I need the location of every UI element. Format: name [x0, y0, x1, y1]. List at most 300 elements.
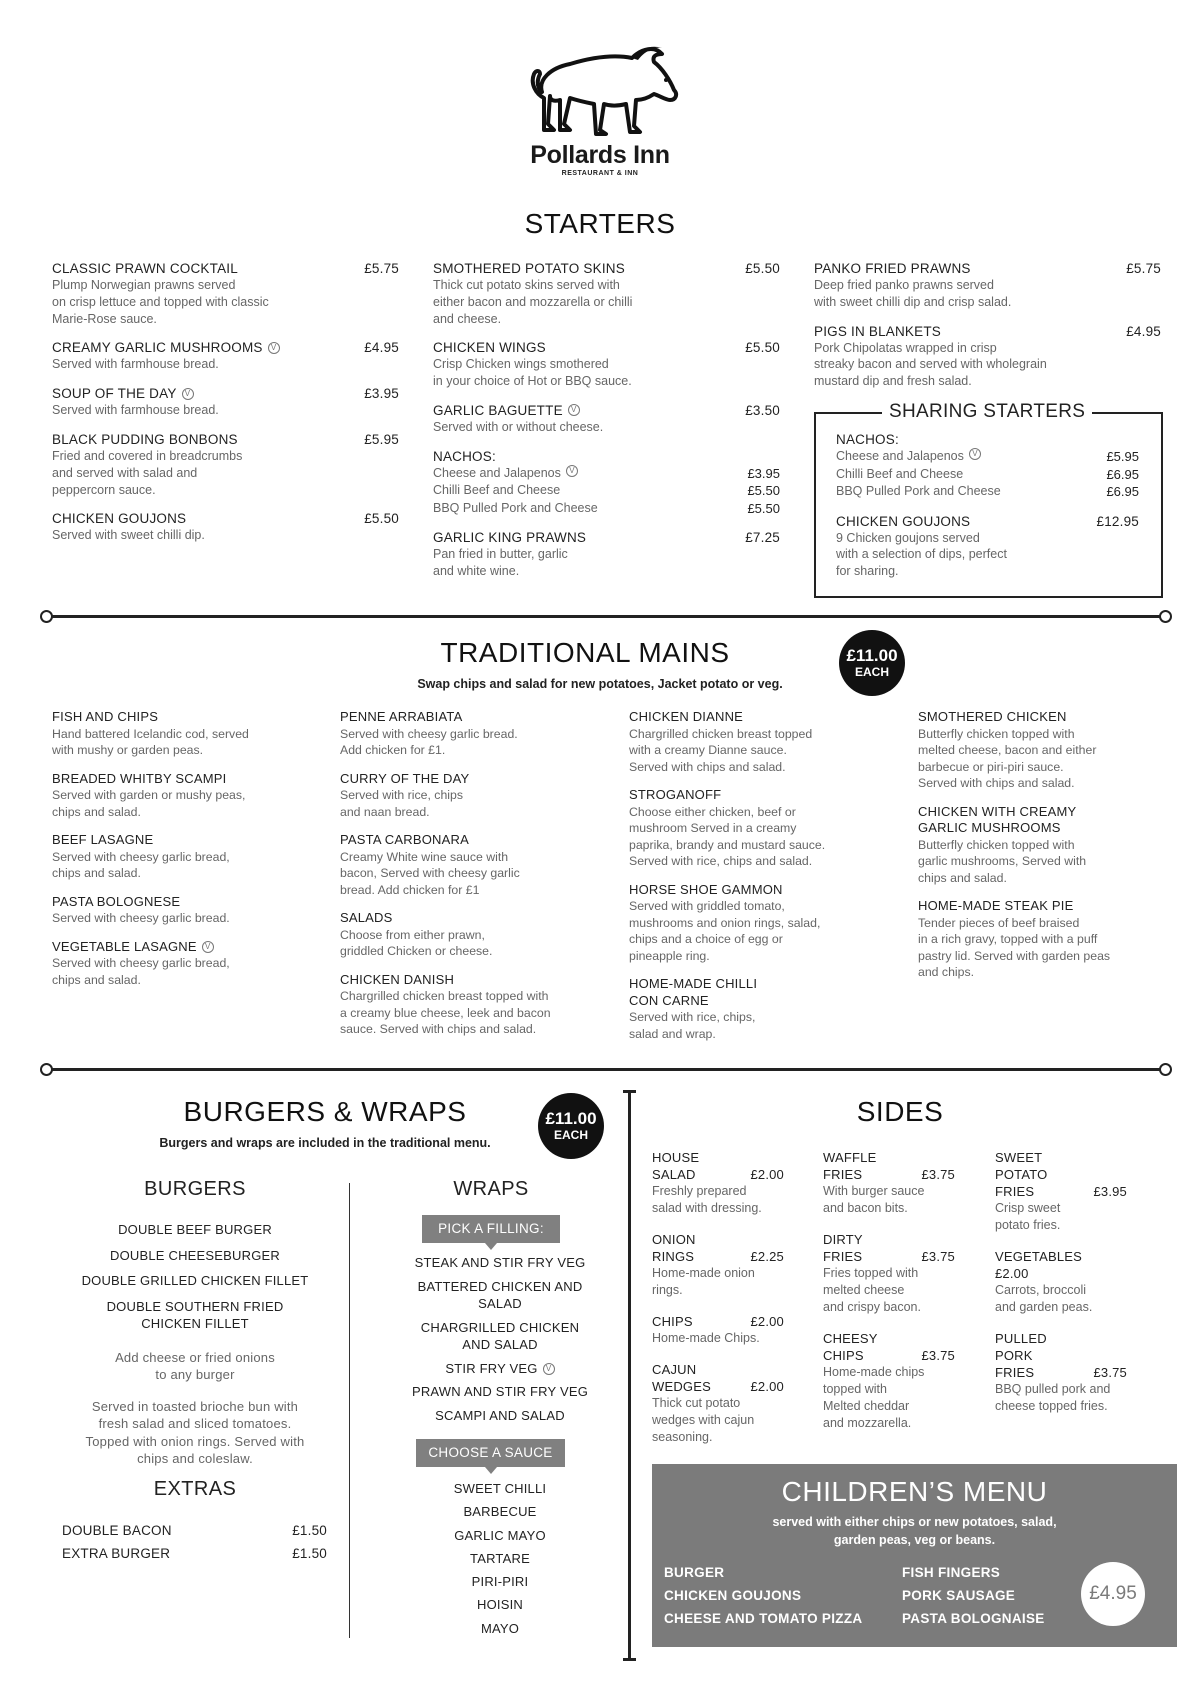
extra-item: [62, 1522, 327, 1539]
item-name: SALADS: [340, 910, 393, 925]
item-description: Crisp Chicken wings smothered: [433, 357, 609, 372]
item-name: FISH AND CHIPS: [52, 709, 159, 724]
vegetarian-icon: [543, 1363, 555, 1375]
item-description: chips and salad.: [52, 972, 141, 987]
item-description: chips and salad.: [52, 866, 141, 880]
item-price: £3.50: [745, 402, 780, 418]
menu-item: [629, 882, 909, 965]
item-description: Served with griddled tomato,: [629, 899, 785, 913]
item-description: garlic mushrooms, Served with: [918, 854, 1087, 868]
extra-item: [62, 1545, 327, 1562]
menu-item: [340, 832, 620, 898]
vegetarian-icon: [969, 448, 981, 460]
starters-column: [52, 260, 399, 556]
side-description: With burger sauce: [823, 1184, 925, 1198]
item-description: Plump Norwegian prawns served: [52, 278, 236, 292]
side-name: HOUSE: [652, 1150, 700, 1165]
item-description: and served with salad and: [52, 465, 198, 480]
filling-item: [380, 1278, 620, 1313]
item-description: with a creamy Dianne sauce.: [629, 743, 787, 757]
item-description: Pan fried in butter, garlic: [433, 547, 568, 562]
item-description: Served with or without cheese.: [433, 419, 604, 434]
side-description: Crisp sweet: [995, 1201, 1061, 1215]
logo-name: Pollards Inn: [530, 141, 670, 169]
item-description: streaky bacon and served with wholegrain: [814, 357, 1047, 372]
menu-item: [52, 510, 399, 544]
item-name: HOME-MADE CHILLI: [629, 976, 758, 991]
burger-item: DOUBLE GRILLED CHICKEN FILLET: [81, 1273, 309, 1288]
side-price: £2.00: [750, 1314, 784, 1329]
menu-item: [340, 771, 620, 821]
item-description: griddled Chicken or cheese.: [340, 944, 493, 958]
side-name: DIRTY: [823, 1232, 863, 1247]
menu-item: [52, 260, 399, 327]
childrens-menu-item: PASTA BOLOGNAISE: [902, 1611, 1045, 1626]
side-name: CAJUN: [652, 1362, 697, 1377]
item-name: CHICKEN WITH CREAMY: [918, 803, 1077, 819]
logo-subtitle: RESTAURANT & INN: [561, 170, 639, 177]
sharing-starters-title: SHARING STARTERS: [882, 401, 1092, 423]
option-price: £5.95: [1106, 449, 1139, 464]
item-description: and white wine.: [433, 564, 520, 579]
item-description: Served with garden or mushy peas,: [52, 788, 246, 802]
item-price: £5.50: [745, 261, 780, 276]
item-name: PASTA CARBONARA: [340, 832, 469, 847]
side-description: Carrots, broccoli: [995, 1283, 1086, 1297]
starters-column: [814, 260, 1161, 402]
mains-column: [52, 709, 332, 1000]
side-description: Home-made onion: [652, 1266, 755, 1280]
burgers-list: [45, 1221, 345, 1468]
side-price: £3.75: [921, 1348, 955, 1363]
item-description: bacon, Served with cheesy garlic: [340, 866, 520, 880]
option-label: BBQ Pulled Pork and Cheese: [836, 484, 1001, 498]
item-description: mushrooms and onion rings, salad,: [629, 915, 821, 930]
item-name: BLACK PUDDING BONBONS: [52, 431, 238, 447]
childrens-menu-panel: [652, 1464, 1177, 1647]
item-name: NACHOS:: [433, 448, 496, 464]
burger-item: DOUBLE SOUTHERN FRIED: [106, 1298, 284, 1314]
item-name: PANKO FRIED PRAWNS: [814, 261, 971, 276]
side-item: [823, 1149, 955, 1217]
item-option: [836, 483, 1139, 501]
side-name: SALAD: [652, 1167, 696, 1182]
side-name: PORK: [995, 1348, 1033, 1363]
menu-item: [814, 260, 1161, 311]
side-name: FRIES: [995, 1365, 1035, 1380]
item-name: BREADED WHITBY SCAMPI: [52, 770, 227, 786]
item-name: CHICKEN WINGS: [433, 340, 546, 356]
item-description: mustard dip and fresh salad.: [814, 374, 972, 389]
item-option: [836, 466, 1139, 484]
sauce-item: HOISIN: [477, 1597, 523, 1613]
item-price: £3.95: [364, 386, 399, 402]
filling-item: [380, 1360, 620, 1378]
item-description: Served with rice, chips: [340, 788, 464, 802]
menu-item: [918, 804, 1198, 887]
option-price: £5.50: [747, 500, 780, 516]
item-option: [433, 482, 780, 500]
item-name: PIGS IN BLANKETS: [814, 323, 941, 339]
item-price: £7.25: [745, 530, 780, 546]
badge-each: EACH: [553, 1128, 588, 1142]
item-description: Choose either chicken, beef or: [629, 804, 796, 819]
item-description: in a rich gravy, topped with a puff: [918, 932, 1098, 946]
side-item: [652, 1361, 784, 1446]
item-description: pineapple ring.: [629, 948, 710, 963]
filling-line: CHARGRILLED CHICKEN: [420, 1319, 580, 1335]
childrens-menu-item: BURGER: [664, 1565, 725, 1580]
option-price: £5.50: [747, 483, 780, 499]
item-name: BEEF LASAGNE: [52, 832, 154, 847]
item-description: Deep fried panko prawns served: [814, 278, 994, 292]
vegetarian-icon: [182, 388, 194, 400]
starters-column: [433, 260, 780, 592]
starters-title: STARTERS: [524, 208, 676, 239]
filling-line: BATTERED CHICKEN AND: [417, 1278, 583, 1294]
burgers-wraps-subtitle: Burgers and wraps are included in the traditional menu.: [159, 1136, 491, 1150]
side-description: Melted cheddar: [823, 1399, 910, 1413]
menu-item: [433, 448, 780, 518]
item-description: mushroom Served in a creamy: [629, 821, 797, 835]
side-description: salad with dressing.: [652, 1201, 762, 1215]
item-name: GARLIC BAGUETTE: [433, 402, 563, 418]
side-price: £2.25: [750, 1249, 784, 1264]
burger-note: chips and coleslaw.: [137, 1451, 253, 1466]
side-name: FRIES: [823, 1167, 863, 1182]
item-description: Butterfly chicken topped with: [918, 837, 1075, 852]
side-description: and crispy bacon.: [823, 1300, 921, 1314]
childrens-menu-subtitle: [652, 1514, 1177, 1549]
item-name: CLASSIC PRAWN COCKTAIL: [52, 261, 238, 276]
side-item: [652, 1149, 784, 1217]
wraps-heading: WRAPS: [453, 1178, 529, 1200]
item-description: Thick cut potato skins served with: [433, 278, 620, 292]
item-name: STROGANOFF: [629, 787, 722, 802]
menu-item: [629, 976, 909, 1042]
subtitle-line: garden peas, veg or beans.: [833, 1532, 996, 1547]
item-name: GARLIC MUSHROOMS: [918, 820, 1061, 835]
childrens-menu-title: CHILDREN’S MENU: [781, 1476, 1048, 1507]
sauce-item: TARTARE: [470, 1550, 530, 1566]
burger-item: DOUBLE CHEESEBURGER: [110, 1247, 280, 1263]
option-price: £6.95: [1106, 466, 1139, 482]
vertical-divider: [628, 1090, 631, 1661]
option-label: Chilli Beef and Cheese: [836, 466, 964, 481]
burger-item: CHICKEN FILLET: [141, 1316, 249, 1331]
burger-note: Add cheese or fried onions: [115, 1349, 275, 1365]
filling-item: [380, 1319, 620, 1354]
side-description: and bacon bits.: [823, 1201, 908, 1215]
filling-line: SALAD: [478, 1296, 522, 1311]
item-price: £4.95: [364, 340, 399, 356]
item-description: for sharing.: [836, 564, 899, 579]
item-description: Served with chips and salad.: [629, 759, 786, 774]
item-description: with a selection of dips, perfect: [836, 547, 1007, 562]
side-description: topped with: [823, 1382, 887, 1396]
badge-price: £11.00: [846, 646, 898, 665]
item-description: Served with chips and salad.: [918, 776, 1075, 790]
side-name: RINGS: [652, 1249, 695, 1264]
item-name: CON CARNE: [629, 992, 709, 1008]
item-name: SOUP OF THE DAY: [52, 386, 177, 402]
menu-item: [433, 402, 780, 436]
item-description: chips and a choice of egg or: [629, 932, 783, 946]
childrens-menu-item: CHICKEN GOUJONS: [664, 1588, 802, 1603]
sauce-item: GARLIC MAYO: [454, 1527, 546, 1543]
item-description: melted cheese, bacon and either: [918, 743, 1097, 757]
item-price: £5.75: [364, 261, 399, 276]
item-description: sauce. Served with chips and salad.: [340, 1022, 537, 1036]
side-price: £3.75: [921, 1249, 955, 1264]
sauces-list: [400, 1480, 600, 1643]
menu-item: [52, 339, 399, 373]
item-name: NACHOS:: [836, 432, 899, 447]
filling-item: [380, 1407, 620, 1425]
side-item: [995, 1248, 1127, 1316]
sides-column: [995, 1149, 1127, 1429]
item-description: with sweet chilli dip and crisp salad.: [814, 294, 1012, 309]
menu-item: [52, 385, 399, 419]
menu-item: [52, 771, 332, 821]
item-description: paprika, brandy and mustard sauce.: [629, 837, 826, 852]
item-description: chips and salad.: [52, 804, 141, 819]
side-price: £2.00: [750, 1167, 784, 1182]
pick-filling-label: PICK A FILLING:: [422, 1215, 560, 1243]
item-description: Fried and covered in breadcrumbs: [52, 448, 243, 463]
menu-item: [433, 529, 780, 580]
option-label: BBQ Pulled Pork and Cheese: [433, 500, 598, 515]
option-label: Cheese and Jalapenos: [836, 449, 964, 463]
vegetarian-icon: [202, 941, 214, 953]
menu-item: [433, 339, 780, 390]
filling-item: [380, 1383, 620, 1401]
side-description: rings.: [652, 1283, 683, 1297]
boar-logo-icon: [520, 40, 680, 140]
side-name: WAFFLE: [823, 1150, 877, 1165]
item-description: pastry lid. Served with garden peas: [918, 948, 1111, 963]
item-description: and cheese.: [433, 311, 502, 326]
menu-item: [629, 709, 909, 775]
mains-column: [918, 709, 1198, 993]
sides-column: [652, 1149, 784, 1460]
menu-item: [340, 972, 620, 1038]
badge-price: £11.00: [545, 1109, 597, 1128]
item-price: £5.95: [364, 431, 399, 447]
item-name: CURRY OF THE DAY: [340, 770, 470, 786]
item-description: with mushy or garden peas.: [52, 743, 204, 757]
childrens-menu-item: PORK SAUSAGE: [902, 1588, 1016, 1603]
menu-item: [52, 709, 332, 759]
menu-item: [814, 323, 1161, 390]
item-description: Served with sweet chilli dip.: [52, 528, 205, 543]
item-description: on crisp lettuce and topped with classic: [52, 294, 269, 309]
item-description: Pork Chipolatas wrapped in crisp: [814, 340, 997, 355]
item-description: and naan bread.: [340, 804, 430, 819]
item-description: Served with rice, chips and salad.: [629, 854, 813, 868]
section-divider: [50, 615, 1162, 618]
menu-item: [918, 898, 1198, 981]
item-name: GARLIC KING PRAWNS: [433, 530, 587, 546]
item-description: either bacon and mozzarella or chilli: [433, 294, 633, 309]
side-name: FRIES: [823, 1249, 863, 1264]
extras-list: [62, 1522, 327, 1568]
item-description: Creamy White wine sauce with: [340, 849, 509, 864]
side-description: Home-made chips: [823, 1365, 925, 1379]
item-description: Tender pieces of beef braised: [918, 915, 1080, 930]
filling-item: [380, 1254, 620, 1272]
filling-line: STEAK AND STIR FRY VEG: [414, 1255, 586, 1270]
sauce-item: PIRI-PIRI: [471, 1574, 529, 1590]
item-description: Hand battered Icelandic cod, served: [52, 726, 249, 741]
filling-line: STIR FRY VEG: [445, 1360, 538, 1376]
mains-subtitle: Swap chips and salad for new potatoes, Jacket potato or veg.: [417, 677, 783, 691]
side-description: Thick cut potato: [652, 1396, 741, 1410]
side-price: £2.00: [995, 1266, 1029, 1281]
item-name: CHICKEN GOUJONS: [836, 513, 971, 529]
side-item: [995, 1330, 1127, 1415]
item-description: in your choice of Hot or BBQ sauce.: [433, 374, 632, 389]
side-name: PULLED: [995, 1331, 1047, 1346]
side-name: VEGETABLES: [995, 1249, 1083, 1264]
side-name: POTATO: [995, 1167, 1048, 1182]
item-description: Served with cheesy garlic bread,: [52, 849, 230, 864]
side-item: [823, 1330, 955, 1432]
burgers-heading: BURGERS: [144, 1178, 246, 1200]
burgers-price-badge: [538, 1093, 604, 1159]
option-price: £6.95: [1106, 484, 1139, 499]
fillings-list: [380, 1254, 620, 1430]
item-description: a creamy blue cheese, leek and bacon: [340, 1005, 551, 1020]
item-price: £5.50: [364, 511, 399, 527]
burger-note: to any burger: [155, 1367, 235, 1382]
side-description: potato fries.: [995, 1218, 1061, 1232]
side-description: melted cheese: [823, 1283, 905, 1297]
item-description: chips and salad.: [918, 870, 1007, 885]
side-description: seasoning.: [652, 1430, 713, 1444]
item-name: SMOTHERED CHICKEN: [918, 709, 1067, 724]
badge-each: EACH: [854, 665, 889, 679]
item-name: VEGETABLE LASAGNE: [52, 938, 197, 954]
side-name: WEDGES: [652, 1379, 711, 1394]
filling-line: PRAWN AND STIR FRY VEG: [411, 1384, 589, 1399]
side-price: £3.95: [1093, 1184, 1127, 1199]
item-description: 9 Chicken goujons served: [836, 530, 980, 545]
menu-item: [918, 709, 1198, 792]
vegetarian-icon: [268, 342, 280, 354]
extras-heading: EXTRAS: [153, 1478, 237, 1500]
side-price: £2.00: [750, 1379, 784, 1394]
item-description: Chargrilled chicken breast topped with: [340, 989, 549, 1003]
item-name: HORSE SHOE GAMMON: [629, 881, 783, 897]
filling-line: SCAMPI AND SALAD: [435, 1407, 565, 1423]
sauce-item: MAYO: [480, 1620, 520, 1636]
side-description: Fries topped with: [823, 1266, 919, 1280]
side-price: £3.75: [1093, 1365, 1127, 1380]
extra-price: £1.50: [292, 1546, 327, 1561]
burgers-wraps-title: BURGERS & WRAPS: [183, 1096, 467, 1127]
filling-line: AND SALAD: [462, 1337, 538, 1352]
item-option: [433, 465, 780, 483]
item-name: CHICKEN DANISH: [340, 971, 455, 987]
side-description: Home-made Chips.: [652, 1331, 760, 1345]
item-description: Add chicken for £1.: [340, 743, 446, 757]
item-description: Marie-Rose sauce.: [52, 311, 157, 326]
item-name: PENNE ARRABIATA: [340, 709, 463, 724]
sauce-item: BARBECUE: [463, 1504, 537, 1520]
section-divider: [50, 1068, 1162, 1071]
item-name: PASTA BOLOGNESE: [52, 893, 181, 909]
item-description: Served with cheesy garlic bread.: [340, 726, 518, 741]
menu-item: [836, 513, 1139, 580]
burger-note: Topped with onion rings. Served with: [85, 1433, 305, 1449]
side-price: £3.75: [921, 1167, 955, 1182]
menu-item: [433, 260, 780, 327]
side-name: CHEESY: [823, 1331, 878, 1346]
item-price: £5.50: [745, 340, 780, 356]
menu-item: [52, 894, 332, 927]
item-price: £12.95: [1096, 513, 1139, 529]
vegetarian-icon: [566, 465, 578, 477]
item-description: salad and wrap.: [629, 1026, 716, 1041]
menu-item: [340, 709, 620, 759]
side-name: SWEET: [995, 1150, 1043, 1165]
mains-title: TRADITIONAL MAINS: [440, 637, 730, 668]
item-name: CHICKEN GOUJONS: [52, 511, 187, 527]
menu-item: [52, 832, 332, 882]
childrens-price-badge: £4.95: [1081, 1562, 1145, 1626]
side-name: CHIPS: [823, 1348, 864, 1363]
side-item: [995, 1149, 1127, 1234]
sides-title: SIDES: [856, 1096, 944, 1127]
childrens-menu-item: CHEESE AND TOMATO PIZZA: [664, 1611, 863, 1626]
menu-item: [340, 910, 620, 960]
side-description: and mozzarella.: [823, 1416, 912, 1430]
side-name: ONION: [652, 1232, 696, 1247]
menu-item: [52, 939, 332, 989]
item-description: Served with cheesy garlic bread.: [52, 911, 230, 925]
item-name: SMOTHERED POTATO SKINS: [433, 261, 625, 276]
option-label: Cheese and Jalapenos: [433, 465, 561, 480]
item-price: £4.95: [1126, 323, 1161, 339]
extra-name: DOUBLE BACON: [62, 1523, 172, 1538]
menu-item: [836, 431, 1139, 501]
sharing-starters-box: [814, 401, 1163, 598]
item-name: CREAMY GARLIC MUSHROOMS: [52, 340, 263, 356]
mains-column: [629, 709, 909, 1054]
restaurant-logo: [500, 40, 700, 180]
item-description: Served with rice, chips,: [629, 1010, 756, 1024]
subtitle-line: served with either chips or new potatoes, salad,: [772, 1515, 1057, 1529]
extra-price: £1.50: [292, 1523, 327, 1538]
item-price: £5.75: [1126, 261, 1161, 276]
item-description: Choose from either prawn,: [340, 927, 485, 942]
mains-price-badge: [839, 630, 905, 696]
item-name: CHICKEN DIANNE: [629, 709, 744, 724]
side-description: wedges with cajun: [652, 1413, 755, 1427]
menu-item: [629, 787, 909, 870]
side-item: [652, 1313, 784, 1347]
childrens-menu-item: FISH FINGERS: [902, 1565, 1001, 1580]
side-item: [652, 1231, 784, 1299]
side-description: and garden peas.: [995, 1300, 1093, 1314]
side-name: CHIPS: [652, 1314, 693, 1329]
item-description: Served with cheesy garlic bread,: [52, 956, 230, 970]
side-description: cheese topped fries.: [995, 1399, 1108, 1413]
column-divider: [349, 1183, 350, 1638]
sides-column: [823, 1149, 955, 1446]
side-description: BBQ pulled pork and: [995, 1382, 1111, 1396]
